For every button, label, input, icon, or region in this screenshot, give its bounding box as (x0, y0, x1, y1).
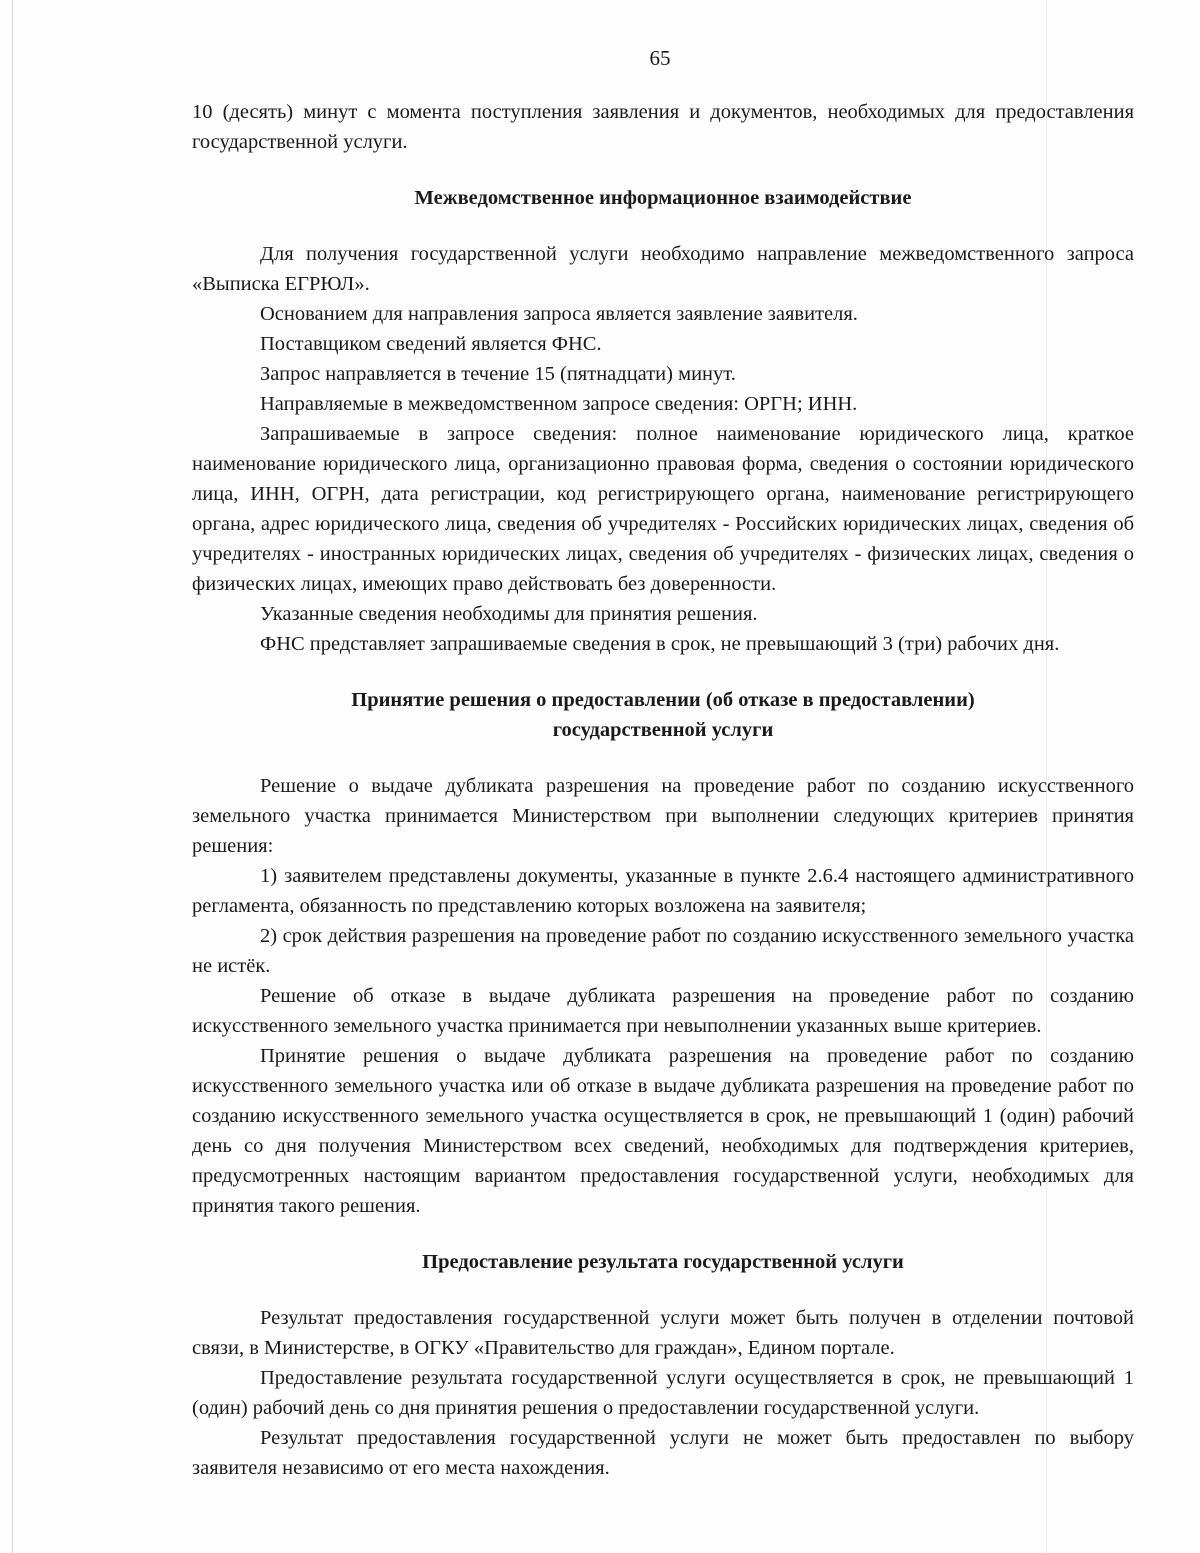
paragraph: Поставщиком сведений является ФНС. (260, 333, 602, 355)
scan-edge-line (12, 0, 13, 1553)
paragraph: Решение о выдаче дубликата разрешения на проведение работ по созданию искусственного земельного участка принимается Министерством при выполнении следующих критериев принятия решения: (192, 775, 1134, 857)
intro-paragraph: 10 (десять) минут с момента поступления заявления и документов, необходимых для предоставления государственной услуги. (192, 101, 1134, 153)
paragraph: Результат предоставления государственной услуги может быть получен в отделении почтовой связи, в Министерстве, в ОГКУ «Правительство для граждан», Едином портале. (192, 1307, 1134, 1359)
section-title-decision-line2: государственной услуги (552, 719, 774, 741)
page-number: 65 (649, 46, 671, 70)
paragraph: Решение об отказе в выдаче дубликата разрешения на проведение работ по созданию искусственного земельного участка принимается при невыполнении указанных выше критериев. (192, 985, 1134, 1037)
paragraph: Запрашиваемые в запросе сведения: полное наименование юридического лица, краткое наименование юридического лица, организационно правовая форма, сведения о состоянии юридического лица, ИНН, ОГРН, дата регистрации, код регистрирующего органа, наименование регистрирующего органа, адрес юридического лица, сведения об учредителях - Российских юридических лицах, сведения об учредителях - иностранных юридических лицах, сведения об учредителях - физических лицах, сведения о физических лицах, имеющих право действовать без доверенности. (192, 423, 1134, 595)
section-title-interagency: Межведомственное информационное взаимодействие (414, 187, 912, 209)
paragraph: Запрос направляется в течение 15 (пятнадцати) минут. (260, 363, 736, 385)
section-title-decision (192, 685, 1134, 745)
list-item: 2) срок действия разрешения на проведение работ по созданию искусственного земельного участка не истёк. (192, 925, 1134, 977)
paragraph: Для получения государственной услуги необходимо направление межведомственного запроса «Выписка ЕГРЮЛ». (192, 243, 1134, 295)
list-item: 1) заявителем представлены документы, указанные в пункте 2.6.4 настоящего административного регламента, обязанность по представлению которых возложена на заявителя; (192, 865, 1134, 917)
paragraph: Указанные сведения необходимы для принятия решения. (260, 603, 758, 625)
paragraph: Принятие решения о выдаче дубликата разрешения на проведение работ по созданию искусственного земельного участка или об отказе в выдаче дубликата разрешения на проведение работ по созданию искусственного земельного участка осуществляется в срок, не превышающий 1 (один) рабочий день со дня получения Министерством всех сведений, необходимых для подтверждения критериев, предусмотренных настоящим вариантом предоставления государственной услуги, необходимых для принятия такого решения. (192, 1045, 1134, 1217)
paragraph: Направляемые в межведомственном запросе сведения: ОРГН; ИНН. (260, 393, 858, 415)
paragraph: ФНС представляет запрашиваемые сведения в срок, не превышающий 3 (три) рабочих дня. (260, 633, 1060, 655)
paragraph: Результат предоставления государственной услуги не может быть предоставлен по выбору заявителя независимо от его места нахождения. (192, 1427, 1134, 1479)
paragraph: Предоставление результата государственной услуги осуществляется в срок, не превышающий 1 (один) рабочий день со дня принятия решения о предоставлении государственной услуги. (192, 1367, 1134, 1419)
document-body (192, 97, 1134, 1483)
section-title-decision-line1: Принятие решения о предоставлении (об отказе в предоставлении) (351, 689, 975, 711)
paragraph: Основанием для направления запроса является заявление заявителя. (260, 303, 858, 325)
section-title-result: Предоставление результата государственной услуги (422, 1251, 904, 1273)
